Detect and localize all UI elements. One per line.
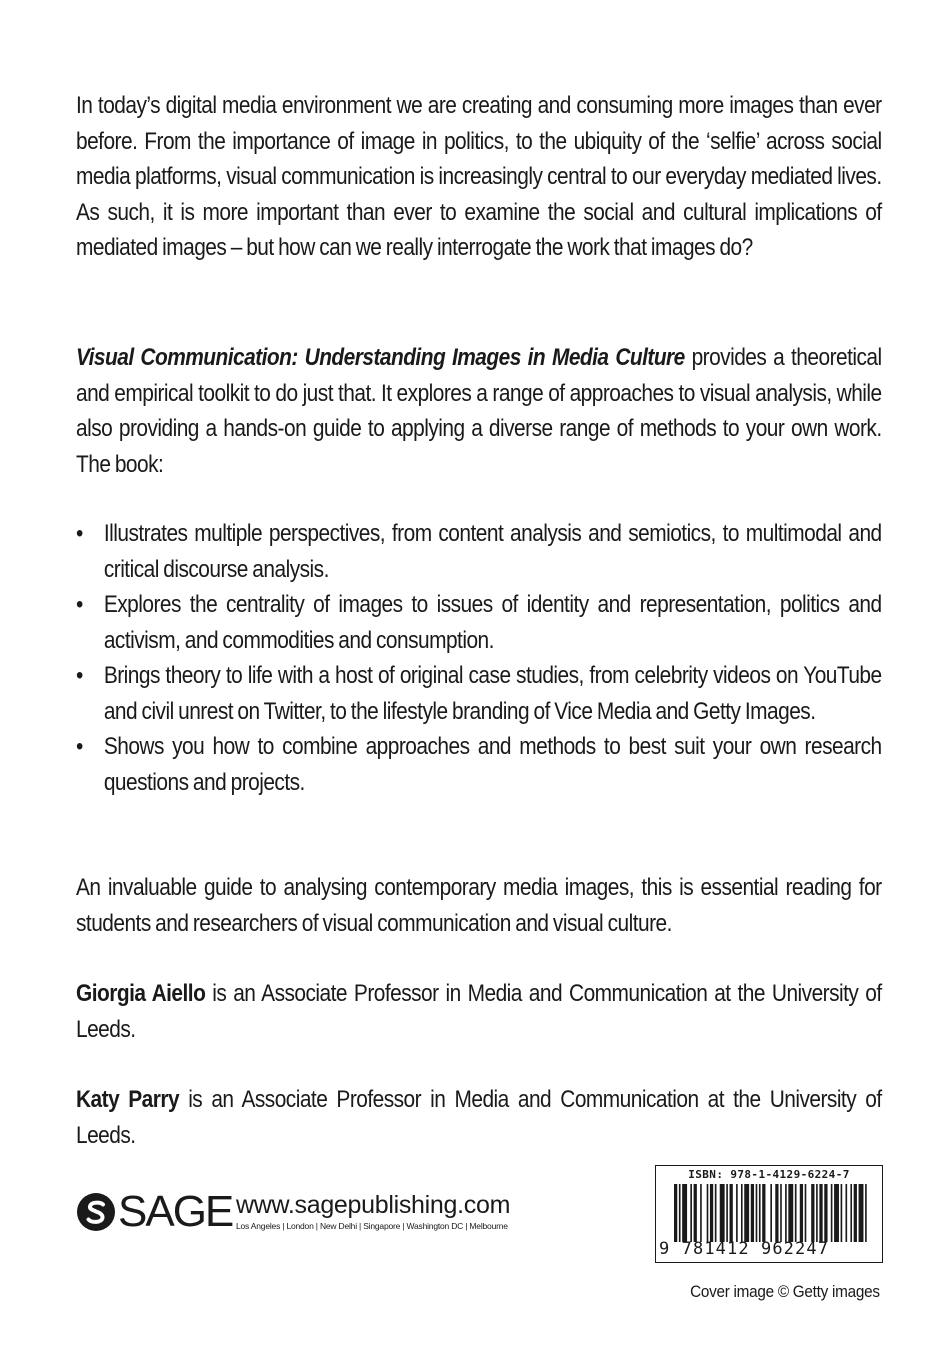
publisher-cities: Los Angeles | London | New Delhi | Singapore | Washington DC | Melbourne [236,1221,508,1231]
publisher-logo [76,1187,546,1238]
barcode-bar [730,1184,733,1242]
intro-paragraph: In today’s digital media environment we are creating and consuming more images than ever before. From the importance of image in politics, to the ubiquity of the ‘selfie’ across social media platforms, visual communication is increasingly central to our everyday mediated lives. As such, it is more important than ever to examine the social and cultural implications of mediated images – but how can we really interrogate the work that images do? [76,92,882,261]
publisher-url[interactable]: www.sagepublishing.com [236,1191,511,1219]
summary-paragraph: An invaluable guide to analysing contemporary media images, this is essential reading for students and researchers of visual communication and visual culture. [76,874,882,937]
barcode-icon [674,1184,870,1242]
barcode-bar [834,1184,839,1242]
barcode-bar [694,1184,697,1242]
barcode-bar [780,1184,782,1242]
barcode-bar [726,1184,728,1242]
barcode-bar [859,1184,864,1242]
barcode-bar [720,1184,725,1242]
barcode-bar [759,1184,761,1242]
barcode-bar [816,1184,818,1242]
barcode-bar [736,1184,738,1242]
cover-image-credit: Cover image © Getty images [690,1282,880,1301]
bullet-icon: • [76,733,83,760]
barcode-bar [788,1184,793,1242]
author-bio [76,1082,882,1153]
barcode-bar [674,1184,677,1242]
list-item [76,658,882,729]
author-bio-text: is an Associate Professor in Media and Communication at the University of Leeds. [76,980,882,1043]
list-item [76,516,882,587]
barcode-bar [841,1184,843,1242]
barcode-bar [805,1184,807,1242]
list-item-text: Brings theory to life with a host of original case studies, from celebrity videos on YouTube and civil unrest on Twitter, to the lifestyle branding of Vice Media and Getty Images. [103,662,882,725]
list-item [76,729,882,800]
list-item-text: Illustrates multiple perspectives, from content analysis and semiotics, to multimodal and critical discourse analysis. [103,520,882,583]
barcode-bar [846,1184,848,1242]
barcode-bar [715,1184,717,1242]
author-name: Katy Parry [76,1086,180,1113]
barcode-bar [819,1184,822,1242]
barcode-bar [690,1184,692,1242]
author-bio [76,976,882,1047]
author-name: Giorgia Aiello [76,980,206,1007]
barcode-bar [785,1184,787,1242]
barcode-bar [795,1184,797,1242]
barcode-bar [707,1184,709,1242]
isbn-barcode [655,1165,883,1263]
sage-logo-icon [76,1192,116,1232]
barcode-bar [741,1184,743,1242]
list-item-text: Shows you how to combine approaches and methods to best suit your own research questions and projects. [103,733,882,796]
barcode-bar [751,1184,754,1242]
barcode-bar [811,1184,814,1242]
book-title: Visual Communication: Understanding Images in Media Culture [76,344,685,371]
barcode-bar [775,1184,778,1242]
isbn-label: ISBN: 978-1-4129-6224-7 [688,1168,850,1181]
feature-list [76,516,882,800]
author-bio-text: is an Associate Professor in Media and Communication at the University of Leeds. [76,1086,882,1149]
barcode-bar [800,1184,803,1242]
bullet-icon: • [76,662,83,689]
barcode-bar [700,1184,702,1242]
book-description-paragraph [76,340,882,482]
barcode-bar [770,1184,772,1242]
bullet-icon: • [76,591,83,618]
barcode-bar [824,1184,827,1242]
barcode-bar [756,1184,758,1242]
barcode-bar [865,1184,867,1242]
barcode-bar [831,1184,833,1242]
barcode-bar [854,1184,857,1242]
sage-wordmark: SAGE [118,1187,233,1236]
bullet-icon: • [76,520,83,547]
barcode-bar [679,1184,681,1242]
list-item-text: Explores the centrality of images to issues of identity and representation, politics and activism, and commodities and consumption. [103,591,882,654]
barcode-bar [850,1184,852,1242]
barcode-bar [744,1184,749,1242]
barcode-bar [710,1184,713,1242]
barcode-digits: 9 781412 962247 [659,1239,830,1259]
book-description: provides a theoretical and empirical toolkit to do just that. It explores a range of approaches to visual analysis, while also providing a hands-on guide to applying a diverse range of methods to your own work. The book: [76,344,882,478]
barcode-bar [682,1184,687,1242]
list-item [76,587,882,658]
barcode-bar [762,1184,765,1242]
